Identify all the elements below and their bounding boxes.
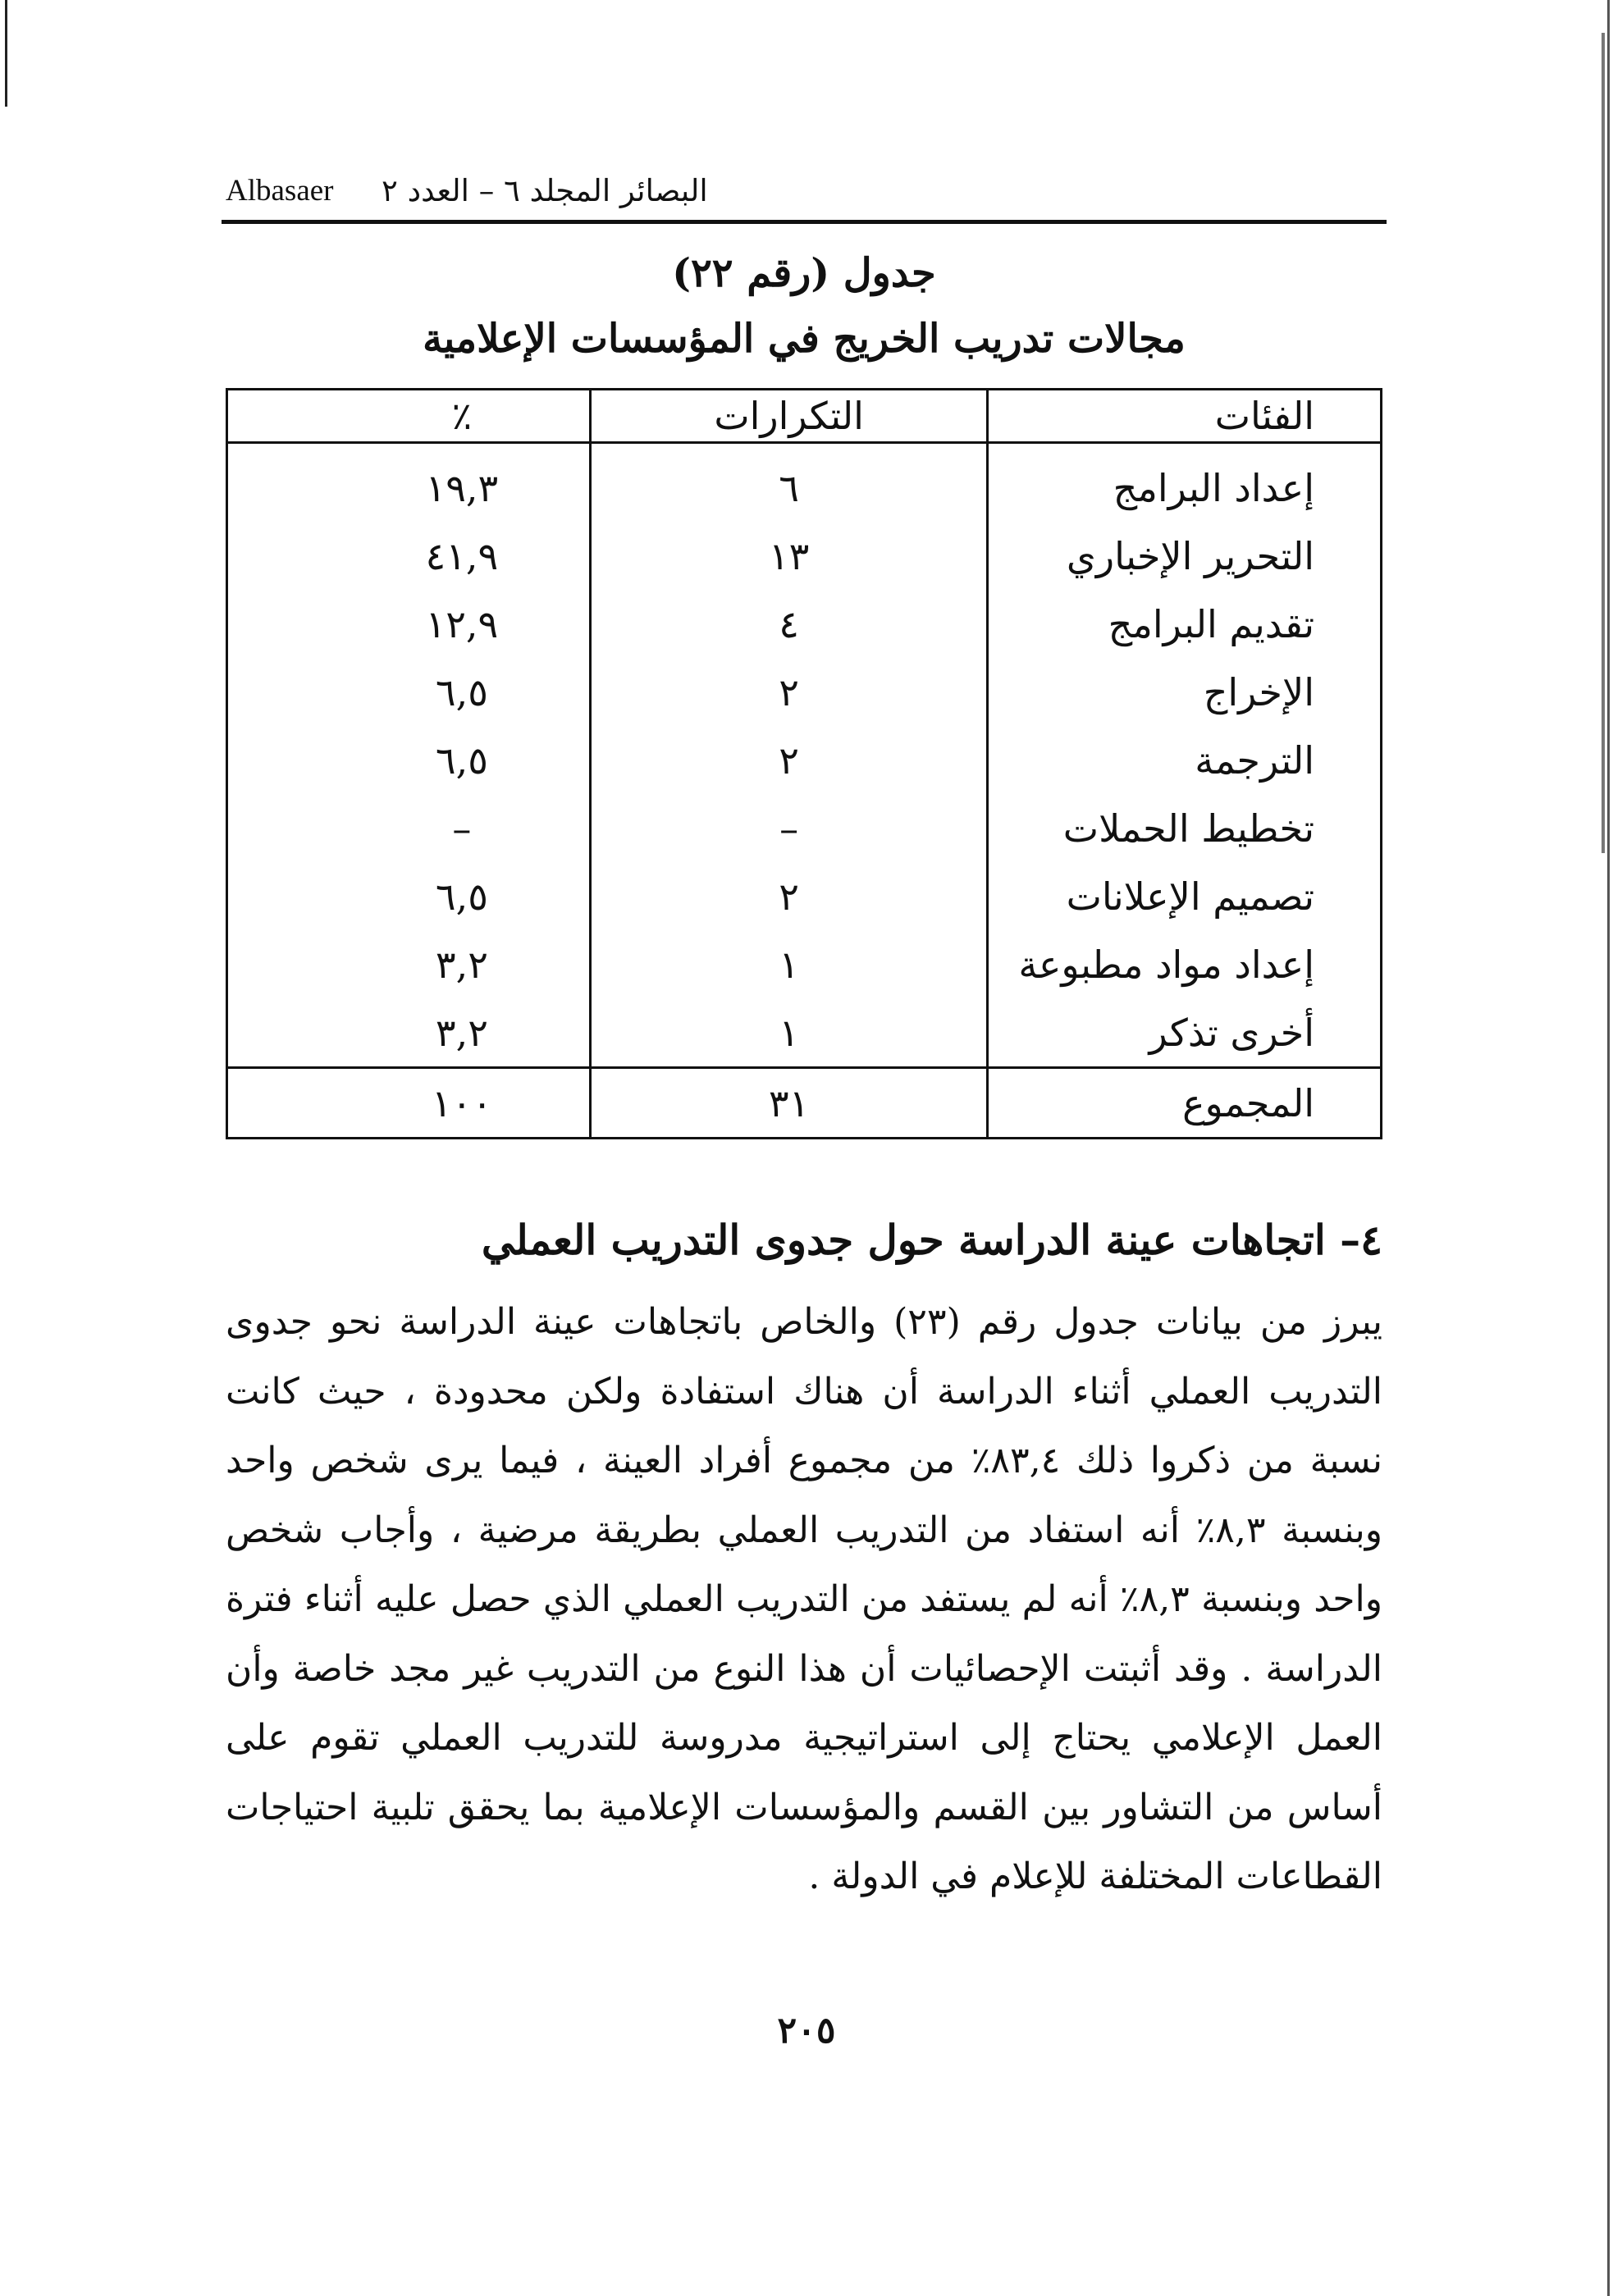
row-percent: ٣,٢ xyxy=(227,998,591,1068)
row-frequency: ١ xyxy=(590,998,988,1068)
row-category: تصميم الإعلانات xyxy=(988,862,1382,930)
body-paragraph: يبرز من بيانات جدول رقم (٢٣) والخاص باتجاهات عينة الدراسة نحو جدوى التدريب العملي أثناء الدراسة أن هناك استفادة ولكن محدودة ، حيث كانت نسبة من ذكروا ذلك ٨٣,٤٪ من مجموع أفراد العينة ، فيما يرى شخص واحد وبنسبة ٨,٣٪ أنه استفاد من التدريب العملي بطريقة مرضية ، وأجاب شخص واحد وبنسبة ٨,٣٪ أنه لم يستفد من التدريب العملي الذي حصل عليه أثناء فترة الدراسة . وقد أثبتت الإحصائيات أن هذا النوع من التدريب غير مجد خاصة وأن العمل الإعلامي يحتاج إلى استراتيجية مدروسة للتدريب العملي تقوم على أساس من التشاور بين القسم والمؤسسات الإعلامية بما يحقق تلبية احتياجات القطاعات المختلفة للإعلام في الدولة . xyxy=(226,1301,1382,1897)
row-percent: ٦,٥ xyxy=(227,862,591,930)
row-category: إعداد البرامج xyxy=(988,443,1382,523)
total-percent: ١٠٠ xyxy=(227,1068,591,1139)
table-total-row xyxy=(227,1068,1382,1139)
header-rule xyxy=(222,220,1387,224)
row-percent: ٤١,٩ xyxy=(227,522,591,590)
section-heading: ٤– اتجاهات عينة الدراسة حول جدوى التدريب العملي xyxy=(481,1216,1382,1264)
table-row xyxy=(227,930,1382,998)
scan-edge-right-shadow xyxy=(1602,33,1605,853)
table-subtitle: مجالات تدريب الخريج في المؤسسات الإعلامية xyxy=(423,316,1186,362)
column-header-frequency: التكرارات xyxy=(590,390,988,443)
row-frequency: ٦ xyxy=(590,443,988,523)
table-title: جدول (رقم ٢٢) xyxy=(672,250,936,296)
table-row xyxy=(227,998,1382,1068)
row-category: أخرى تذكر xyxy=(988,998,1382,1068)
table-row xyxy=(227,658,1382,726)
row-percent: ١٢,٩ xyxy=(227,590,591,658)
table-header-row xyxy=(227,390,1382,443)
table-row xyxy=(227,590,1382,658)
column-header-percent: ٪ xyxy=(227,390,591,443)
row-category: الترجمة xyxy=(988,726,1382,794)
row-percent: ٦,٥ xyxy=(227,726,591,794)
journal-volume-issue: البصائر المجلد ٦ – العدد ٢ xyxy=(382,173,708,208)
running-header xyxy=(226,168,1382,214)
table-row xyxy=(227,522,1382,590)
journal-name-english: Albasaer xyxy=(226,174,334,208)
row-category: تقديم البرامج xyxy=(988,590,1382,658)
page-number: ٢٠٥ xyxy=(777,2010,836,2052)
total-frequency: ٣١ xyxy=(590,1068,988,1139)
column-header-category: الفئات xyxy=(988,390,1382,443)
table-row xyxy=(227,862,1382,930)
row-category: تخطيط الحملات xyxy=(988,794,1382,862)
total-category: المجموع xyxy=(988,1068,1382,1139)
row-frequency: ٢ xyxy=(590,862,988,930)
row-percent: ٣,٢ xyxy=(227,930,591,998)
row-category: الإخراج xyxy=(988,658,1382,726)
row-category: التحرير الإخباري xyxy=(988,522,1382,590)
table-row xyxy=(227,443,1382,523)
row-frequency: ٢ xyxy=(590,658,988,726)
data-table xyxy=(226,388,1382,1139)
row-percent: ٦,٥ xyxy=(227,658,591,726)
table-row xyxy=(227,726,1382,794)
row-frequency: ٢ xyxy=(590,726,988,794)
row-frequency: ٤ xyxy=(590,590,988,658)
row-frequency: – xyxy=(590,794,988,862)
row-frequency: ١٣ xyxy=(590,522,988,590)
row-percent: ١٩,٣ xyxy=(227,443,591,523)
scan-edge-right xyxy=(1607,0,1610,2296)
table-row xyxy=(227,794,1382,862)
row-category: إعداد مواد مطبوعة xyxy=(988,930,1382,998)
row-frequency: ١ xyxy=(590,930,988,998)
row-percent: – xyxy=(227,794,591,862)
scan-edge-left xyxy=(5,0,7,107)
